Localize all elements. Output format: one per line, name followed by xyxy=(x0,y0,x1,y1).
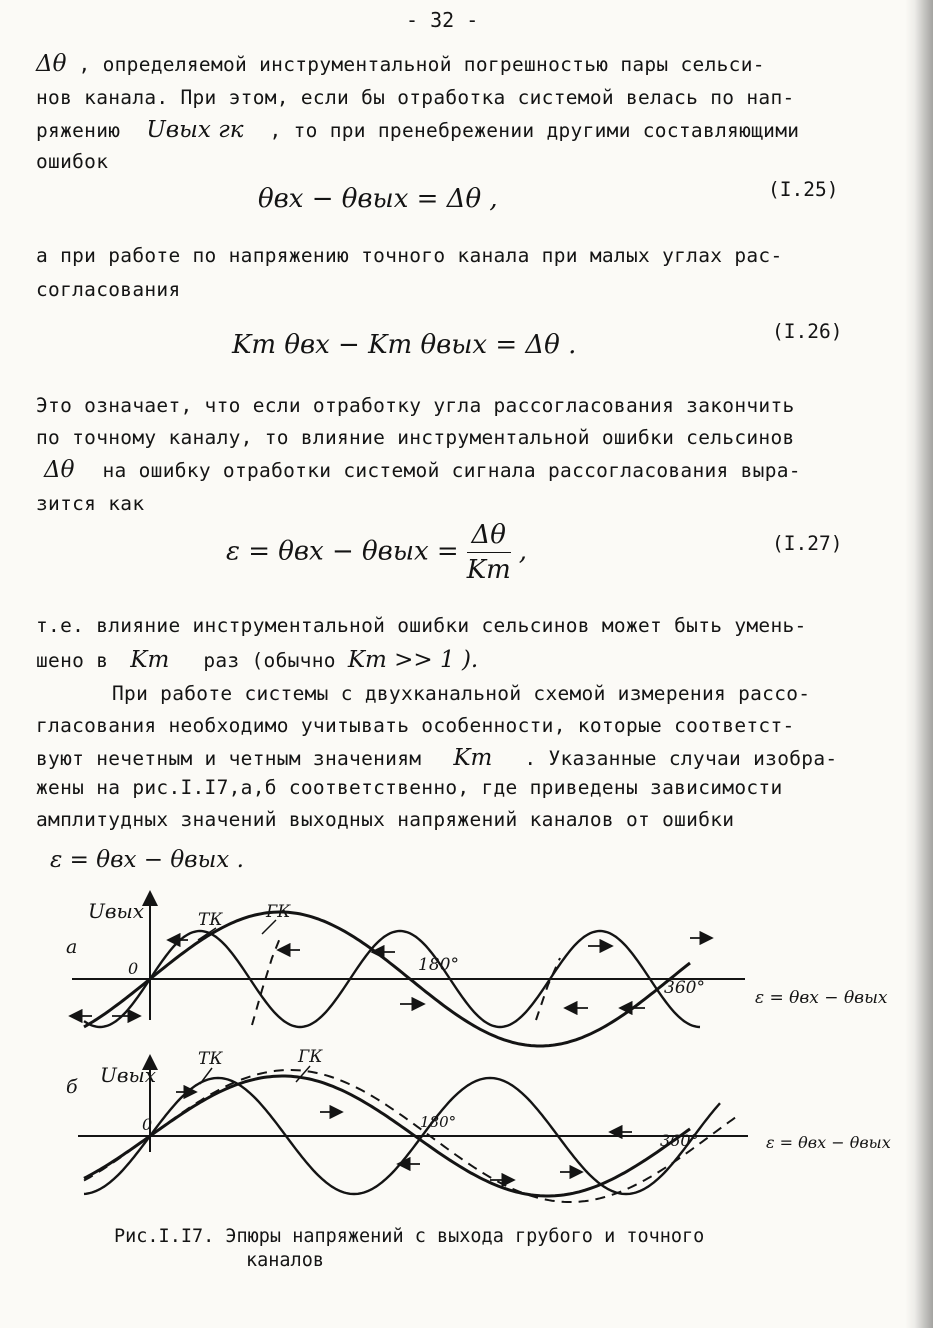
text-line: жены на рис.I.I7,а,б соответственно, где приведены зависимости xyxy=(36,776,783,799)
equation-1-25: θвх − θвых = Δθ , xyxy=(258,184,498,214)
text-fragment: , то при пренебрежении другими составляющими xyxy=(269,119,800,142)
label-360-deg-a: 360° xyxy=(664,978,705,998)
text-line: зится как xyxy=(36,492,145,515)
text-line xyxy=(36,648,478,673)
equation-number-1-27: (I.27) xyxy=(772,532,843,555)
fine-channel-dashed-a xyxy=(252,938,280,1025)
text-line: согласования xyxy=(36,278,181,301)
equation-fraction xyxy=(467,520,511,585)
text-line: гласования необходимо учитывать особенности, которые соответст- xyxy=(36,714,795,737)
symbol-k-t: Kт xyxy=(130,647,170,673)
origin-label-b: 0 xyxy=(142,1115,153,1134)
symbol-k-t: Kт xyxy=(453,745,493,771)
text-line xyxy=(36,118,799,143)
equation-1-27 xyxy=(226,520,527,585)
equation-number-1-26: (I.26) xyxy=(772,320,843,343)
symbol-u-out-gk: Uвых гк xyxy=(146,117,244,143)
fine-channel-dashed-a xyxy=(536,958,560,1020)
leader-gk-a xyxy=(262,920,276,934)
label-180-deg-b: 180° xyxy=(420,1113,457,1131)
label-gk-b: ГК xyxy=(298,1047,323,1067)
equation-1-26: Kт θвх − Kт θвых = Δθ . xyxy=(232,330,577,360)
equation-number-1-25: (I.25) xyxy=(768,178,839,201)
equation-tail: , xyxy=(518,536,528,567)
text-fragment: на ошибку отработки системой сигнала рассогласования выра- xyxy=(102,459,801,482)
text-line xyxy=(36,52,765,77)
panel-label-a: а xyxy=(66,936,78,958)
text-fragment: , определяемой инструментальной погрешностью пары сельси- xyxy=(78,53,765,76)
text-line: т.е. влияние инструментальной ошибки сельсинов может быть умень- xyxy=(36,614,807,637)
label-180-deg-a: 180° xyxy=(418,955,459,975)
diagram-panel-a xyxy=(66,892,888,1046)
text-line: ошибок xyxy=(36,150,109,173)
text-fragment: ряжению xyxy=(36,119,121,142)
fraction-denominator: Kт xyxy=(466,555,511,585)
x-axis-label-a: ε = θвх − θвых xyxy=(755,988,888,1008)
label-360-deg-b: 360° xyxy=(660,1131,699,1150)
symbol-delta-theta: Δθ xyxy=(44,457,75,483)
diagram-panel-b xyxy=(66,1047,891,1202)
label-tk-a: ТК xyxy=(198,910,223,930)
symbol-delta-theta: Δθ xyxy=(36,51,67,77)
x-axis-label-b: ε = θвх − θвых xyxy=(766,1133,891,1152)
text-fragment: раз (обычно xyxy=(203,649,336,672)
text-line: по точному каналу, то влияние инструментальной ошибки сельсинов xyxy=(36,426,795,449)
text-line: нов канала. При этом, если бы отработка системой велась по нап- xyxy=(36,86,795,109)
label-gk-a: ГК xyxy=(266,902,291,922)
fraction-numerator: Δθ xyxy=(467,520,511,553)
text-line: При работе системы с двухканальной схемой измерения рассо- xyxy=(112,682,811,705)
direction-arrows-a xyxy=(70,938,712,1016)
text-line: Это означает, что если отработку угла рассогласования закончить xyxy=(36,394,795,417)
text-line: а при работе по напряжению точного канала при малых углах рас- xyxy=(36,244,783,267)
text-line xyxy=(36,458,801,483)
figure-caption: Рис.I.I7. Эпюры напряжений с выхода грубого и точного xyxy=(114,1226,705,1247)
text-fragment: вуют нечетным и четным значениям xyxy=(36,747,422,770)
text-line xyxy=(36,746,837,771)
text-fragment: шено в xyxy=(36,649,109,672)
equation-lhs: ε = θвх − θвых = xyxy=(226,536,459,567)
text-line: амплитудных значений выходных напряжений каналов от ошибки xyxy=(36,808,735,831)
y-axis-label-a: Uвых xyxy=(88,899,145,923)
label-tk-b: ТК xyxy=(198,1049,223,1069)
symbol-k-t-much-greater: Kт >> 1 ). xyxy=(347,647,479,673)
epsilon-definition: ε = θвх − θвых . xyxy=(50,847,244,873)
page-number: - 32 - xyxy=(406,8,479,32)
text-fragment: . Указанные случаи изобра- xyxy=(524,747,838,770)
figure-caption: каналов xyxy=(246,1250,324,1271)
panel-label-b: б xyxy=(66,1076,78,1098)
y-axis-label-b: Uвых xyxy=(100,1063,157,1087)
origin-label-a: 0 xyxy=(128,959,139,978)
